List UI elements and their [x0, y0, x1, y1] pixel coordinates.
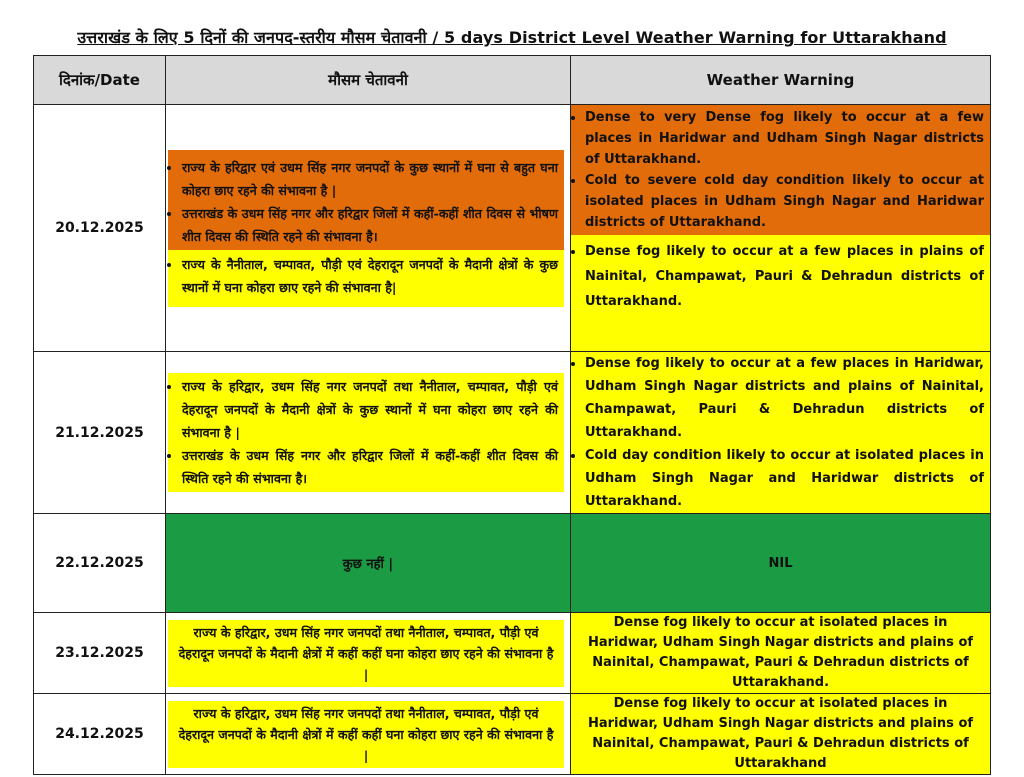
yellow-warning-block [168, 250, 564, 307]
english-warning-cell [571, 352, 991, 514]
table-header-row [34, 56, 991, 105]
warning-text: Dense fog likely to occur at isolated places in Haridwar, Udham Singh Nagar districts and plains of Nainital, Champawat, Pauri & Dehradun districts of Uttarakhand [587, 696, 974, 771]
english-warning-cell [571, 694, 991, 775]
no-warning-text: कुछ नहीं | [342, 557, 394, 572]
table-row [34, 352, 991, 514]
date-cell: 22.12.2025 [34, 514, 166, 613]
date-header: दिनांक/Date [34, 56, 166, 105]
table-row [34, 694, 991, 775]
list-item: • Dense fog likely to occur at a few places in Haridwar, Udham Singh Nagar districts and plains of Nainital, Champawat, Pauri & Dehradun districts of Uttarakhand. [585, 352, 984, 444]
date-cell: 21.12.2025 [34, 352, 166, 514]
hindi-warning-cell [166, 352, 571, 514]
table-row [34, 105, 991, 352]
orange-warning-block [168, 150, 564, 250]
yellow-warning-block [571, 235, 990, 318]
date-cell: 24.12.2025 [34, 694, 166, 775]
hindi-warning-cell [166, 105, 571, 352]
date-cell: 20.12.2025 [34, 105, 166, 352]
list-item: • Cold day condition likely to occur at isolated places in Udham Singh Nagar and Haridwar districts of Uttarakhand. [585, 444, 984, 513]
document-title: उत्तराखंड के लिए 5 दिनों की जनपद-स्तरीय मौसम चेतावनी / 5 days District Level Weather Warning for Uttarakhand [77, 28, 947, 47]
list-item: • उत्तराखंड के उधम सिंह नगर और हरिद्वार जिलों में कहीं-कहीं शीत दिवस से भीषण शीत दिवस की स्थिति रहने की संभावना है। [182, 202, 558, 248]
yellow-warning-block: राज्य के हरिद्वार, उधम सिंह नगर जनपदों तथा नैनीताल, चम्पावत, पौड़ी एवं देहरादून जनपदों के मैदानी क्षेत्रों में कहीं कहीं घना कोहरा छाए रहने की संभावना है | [168, 620, 564, 687]
list-item: • राज्य के हरिद्वार, उधम सिंह नगर जनपदों तथा नैनीताल, चम्पावत, पौड़ी एवं देहरादून जनपदों के मैदानी क्षेत्रों के कुछ स्थानों में घना कोहरा छाए रहने की संभावना है | [182, 375, 558, 444]
table-row [34, 613, 991, 694]
english-warning-cell [571, 105, 991, 352]
list-item: • राज्य के नैनीताल, चम्पावत, पौड़ी एवं देहरादून जनपदों के मैदानी क्षेत्रों के कुछ स्थानों में घना कोहरा छाए रहने की संभावना है| [182, 253, 558, 299]
english-warning-cell [571, 514, 991, 613]
yellow-warning-block: राज्य के हरिद्वार, उधम सिंह नगर जनपदों तथा नैनीताल, चम्पावत, पौड़ी एवं देहरादून जनपदों के मैदानी क्षेत्रों में कहीं कहीं घना कोहरा छाए रहने की संभावना है | [168, 701, 564, 768]
list-item: • Dense fog likely to occur at a few places in plains of Nainital, Champawat, Pauri & Dehradun districts of Uttarakhand. [585, 239, 984, 314]
hindi-warning-cell [166, 613, 571, 694]
english-warning-cell [571, 613, 991, 694]
list-item: • Cold to severe cold day condition likely to occur at isolated places in Udham Singh Nagar and Haridwar districts of Uttarakhand. [585, 170, 984, 233]
table-row [34, 514, 991, 613]
list-item: • राज्य के हरिद्वार एवं उधम सिंह नगर जनपदों के कुछ स्थानों में घना से बहुत घना कोहरा छाए रहने की संभावना है | [182, 156, 558, 202]
orange-warning-block [571, 105, 990, 235]
hindi-warning-header: मौसम चेतावनी [166, 56, 571, 105]
english-warning-header: Weather Warning [571, 56, 991, 105]
yellow-warning-block [168, 373, 564, 492]
list-item: • Dense to very Dense fog likely to occur at a few places in Haridwar and Udham Singh Nagar districts of Uttarakhand. [585, 107, 984, 170]
no-warning-text: NIL [768, 555, 793, 571]
hindi-warning-cell [166, 514, 571, 613]
warning-text: Dense fog likely to occur at isolated places in Haridwar, Udham Singh Nagar districts and plains of Nainital, Champawat, Pauri & Dehradun districts of Uttarakhand. [587, 615, 974, 690]
weather-warning-table [33, 55, 991, 775]
date-cell: 23.12.2025 [34, 613, 166, 694]
hindi-warning-cell [166, 694, 571, 775]
list-item: • उत्तराखंड के उधम सिंह नगर और हरिद्वार जिलों में कहीं-कहीं शीत दिवस की स्थिति रहने की संभावना है। [182, 444, 558, 490]
